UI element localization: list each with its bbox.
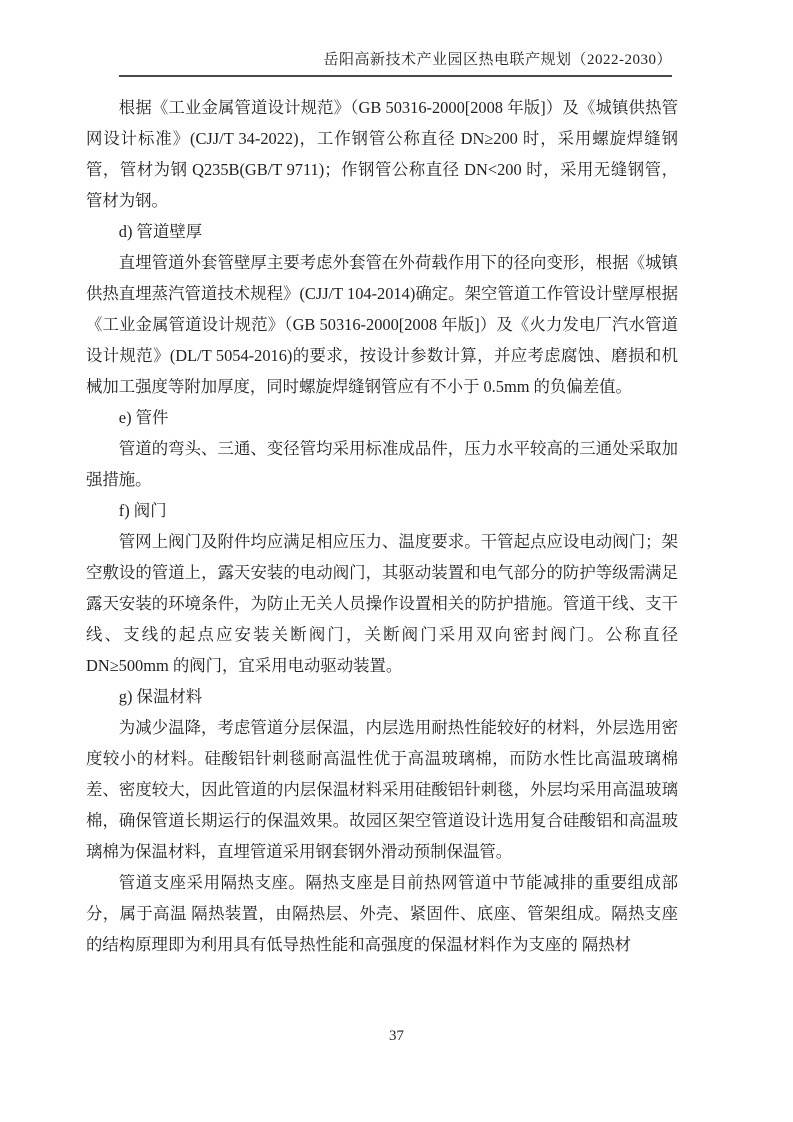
page-footer <box>0 1026 793 1046</box>
body-paragraph: 管道的弯头、三通、变径管均采用标准成品件，压力水平较高的三通处采取加强措施。 <box>86 439 678 489</box>
body-paragraph: 根据《工业金属管道设计规范》（GB 50316-2000[2008 年版]）及《城镇供热管网设计标准》(CJJ/T 34-2022)，工作钢管公称直径 DN≥200 时，采用螺旋焊缝钢管，管材为钢 Q235B(GB/T 9711)；作钢管公称直径 DN<200 时，采用无缝钢管，管材为钢。 <box>86 98 678 210</box>
section-heading: d) 管道壁厚 <box>118 222 203 241</box>
header-title: 岳阳高新技术产业园区热电联产规划（2022-2030） <box>323 52 672 68</box>
page-header <box>119 50 672 77</box>
body-paragraph: 管道支座采用隔热支座。隔热支座是目前热网管道中节能减排的重要组成部分，属于高温 隔热装置，由隔热层、外壳、紧固件、底座、管架组成。隔热支座的结构原理即为利用具有低导热性能和高强度的保温材料作为支座的 隔热材 <box>86 873 678 954</box>
body-paragraph: 直埋管道外套管壁厚主要考虑外套管在外荷载作用下的径向变形，根据《城镇供热直埋蒸汽管道技术规程》(CJJ/T 104-2014)确定。架空管道工作管设计壁厚根据《工业金属管道设计规范》（GB 50316-2000[2008 年版]）及《火力发电厂汽水管道设计规范》(DL/T 5054-2016)的要求，按设计参数计算，并应考虑腐蚀、磨损和机械加工强度等附加厚度，同时螺旋焊缝钢管应有不小于 0.5mm 的负偏差值。 <box>86 253 678 396</box>
section-heading: g) 保温材料 <box>118 687 203 706</box>
body-paragraph: 为减少温降，考虑管道分层保温，内层选用耐热性能较好的材料，外层选用密度较小的材料。硅酸铝针刺毯耐高温性优于高温玻璃棉，而防水性比高温玻璃棉差、密度较大，因此管道的内层保温材料采用硅酸铝针刺毯，外层均采用高温玻璃棉，确保管道长期运行的保温效果。故园区架空管道设计选用复合硅酸铝和高温玻璃棉为保温材料，直埋管道采用钢套钢外滑动预制保温管。 <box>86 718 678 861</box>
body-paragraph: 管网上阀门及附件均应满足相应压力、温度要求。干管起点应设电动阀门；架空敷设的管道上，露天安装的电动阀门，其驱动装置和电气部分的防护等级需满足露天安装的环境条件，为防止无关人员操作设置相关的防护措施。管道干线、支干线、支线的起点应安装关断阀门，关断阀门采用双向密封阀门。公称直径 DN≥500mm 的阀门，宜采用电动驱动装置。 <box>86 532 678 675</box>
document-body <box>86 92 678 960</box>
section-heading: e) 管件 <box>118 408 169 427</box>
section-heading: f) 阀门 <box>118 501 167 520</box>
page-number: 37 <box>389 1028 404 1044</box>
